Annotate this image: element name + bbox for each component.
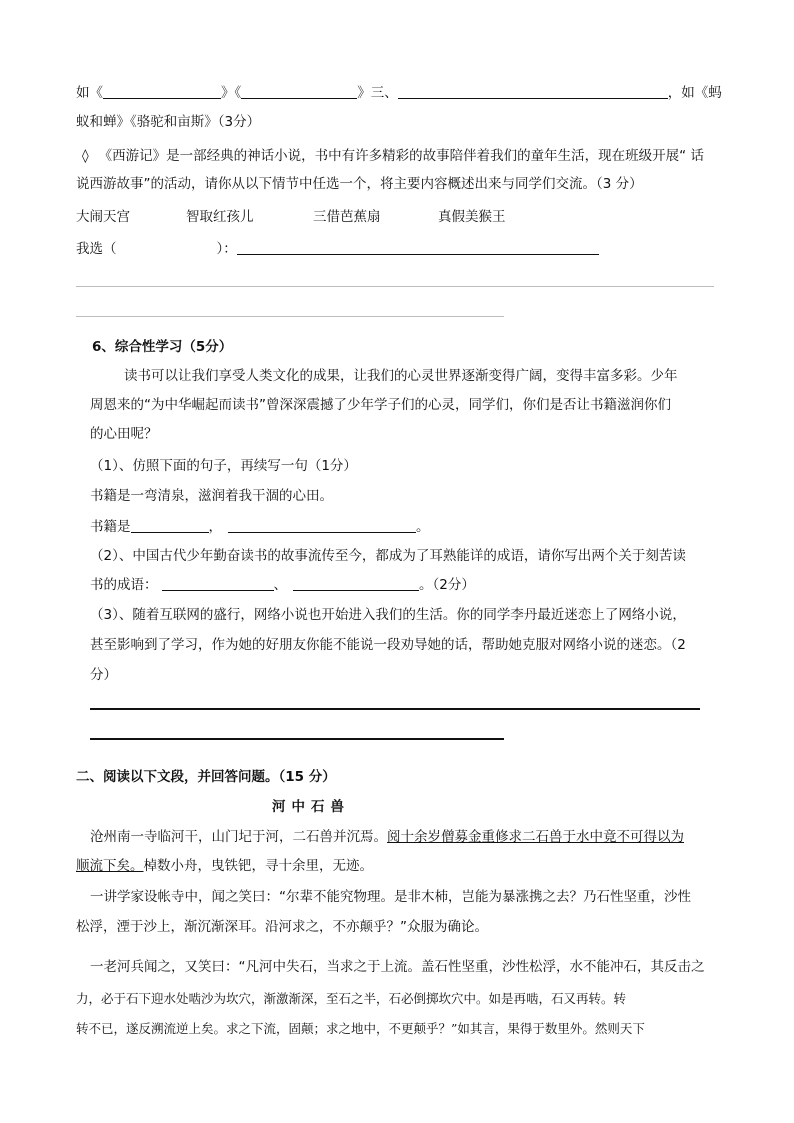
q6-sub2-text-c: 。（2分） xyxy=(419,577,475,593)
answer-blank-category[interactable] xyxy=(398,84,668,99)
q5-option-1: 大闹天宫 xyxy=(76,209,130,225)
answer-blank-book2[interactable] xyxy=(241,84,357,99)
answer-blank-continuation[interactable] xyxy=(228,518,416,533)
passage-p2-line2: 松浮，湮于沙上，渐沉渐深耳。沿河求之，不亦颠乎？”众服为确论。 xyxy=(76,919,488,935)
q5-line1 xyxy=(76,84,722,102)
diamond-bullet-icon: ◊ xyxy=(82,148,89,164)
q6-para-line1: 读书可以让我们享受人类文化的成果，让我们的心灵世界逐渐变得广阔，变得丰富多彩。少年 xyxy=(124,368,678,384)
passage-p2-line1: 一讲学家设帐寺中，闻之笑曰：“尔辈不能究物理。是非木杮，岂能为暴涨携之去？乃石性坚重，沙性 xyxy=(90,889,691,905)
passage-p1-underlined: 阅十余岁僧募金重修求二石兽于水中竟不可得以为 xyxy=(387,829,684,845)
passage-p3-line2: 力，必于石下迎水处啮沙为坎穴，渐激渐深，至石之半，石必倒掷坎穴中。如是再啮，石又再转。转 xyxy=(76,991,627,1006)
answer-blank-idiom2[interactable] xyxy=(293,576,419,591)
answer-blank-summary-1[interactable] xyxy=(237,240,599,255)
answer-line-summary-2[interactable] xyxy=(76,286,714,287)
q6-fill-text-c: 。 xyxy=(416,519,430,535)
q5-item-line1 xyxy=(82,147,704,165)
q6-sub3-line3: 分） xyxy=(90,667,117,683)
answer-line-advice-2[interactable] xyxy=(90,738,504,740)
q6-sub3-line2: 甚至影响到了学习，作为她的好朋友你能不能说一段劝导她的话，帮助她克服对网络小说的迷恋。（2 xyxy=(90,637,686,653)
q6-fill-line xyxy=(90,518,430,536)
q5-line1-text-c: 》三、 xyxy=(357,85,398,101)
answer-line-summary-3[interactable] xyxy=(76,316,504,317)
choose-label-close: ）： xyxy=(216,241,237,257)
passage-p1-rest: 棹数小舟，曳铁钯，寻十余里，无迹。 xyxy=(143,858,373,874)
q6-para-line2: 周恩来的“为中华崛起而读书”曾深深震撼了少年学子们的心灵，同学们，你们是否让书籍滋润你们 xyxy=(90,397,671,413)
q5-option-2: 智取红孩儿 xyxy=(186,209,254,225)
q6-heading: 6、综合性学习（5分） xyxy=(92,339,233,355)
q5-option-3: 三借芭蕉扇 xyxy=(313,209,381,225)
passage-title: 河中石兽 xyxy=(272,799,350,815)
passage-p1-underlined-end: 顺流下矣。 xyxy=(76,858,144,874)
q5-line2: 蚁和蝉》《骆驼和亩斯》（3分） xyxy=(76,114,261,130)
q6-sub2-text-b: 、 xyxy=(273,577,287,593)
q5-choose-line xyxy=(76,240,599,258)
q5-line1-text-d: ，如《蚂 xyxy=(667,85,722,101)
answer-line-advice-1[interactable] xyxy=(90,708,700,710)
q6-sub2-line2 xyxy=(90,576,475,594)
passage-p1-line1 xyxy=(90,828,684,846)
answer-blank-metaphor[interactable] xyxy=(131,518,209,533)
q5-item-line2: 说西游故事”的活动，请你从以下情节中任选一个，将主要内容概述出来与同学们交流。（3 分） xyxy=(76,176,643,192)
q6-sub3-line1: （3）、随着互联网的盛行，网络小说也开始进入我们的生活。你的同学李丹最近迷恋上了网络小说， xyxy=(90,607,686,623)
q6-sub1: （1）、仿照下面的句子，再续写一句（1分） xyxy=(90,458,357,474)
q6-para-line3: 的心田呢？ xyxy=(90,426,158,442)
q6-fill-text-a: 书籍是 xyxy=(90,519,131,535)
passage-p3-line1: 一老河兵闻之，又笑曰：“凡河中失石，当求之于上流。盖石性坚重，沙性松浮，水不能冲石，其反击之 xyxy=(90,959,705,975)
choose-label-open: 我选（ xyxy=(76,241,117,257)
q6-example: 书籍是一弯清泉，滋润着我干涸的心田。 xyxy=(90,488,333,504)
answer-blank-idiom1[interactable] xyxy=(162,576,274,591)
section2-heading: 二、阅读以下文段，并回答问题。（15 分） xyxy=(76,769,336,785)
passage-p1-text: 沧州南一寺临河干，山门圮于河，二石兽并沉焉。 xyxy=(90,829,387,845)
q5-option-4: 真假美猴王 xyxy=(438,209,506,225)
q6-sub2-text-a: 书的成语： xyxy=(90,577,158,593)
q6-sub2-line1: （2）、中国古代少年勤奋读书的故事流传至今，都成为了耳熟能详的成语，请你写出两个关于刻苦读 xyxy=(90,548,686,564)
q5-line1-text-a: 如《 xyxy=(76,85,103,101)
answer-blank-book1[interactable] xyxy=(103,84,221,99)
passage-p3-line3: 转不已，遂反溯流逆上矣。求之下流，固颠；求之地中，不更颠乎？”如其言，果得于数里外。然则天下 xyxy=(76,1021,645,1036)
q6-fill-text-b: ， xyxy=(208,519,222,535)
q5-line1-text-b: 》《 xyxy=(221,85,242,101)
passage-p1-line2 xyxy=(76,857,373,875)
q5-item-text-1: 《西游记》是一部经典的神话小说，书中有许多精彩的故事陪伴着我们的童年生活，现在班级开展“ 话 xyxy=(98,148,704,164)
